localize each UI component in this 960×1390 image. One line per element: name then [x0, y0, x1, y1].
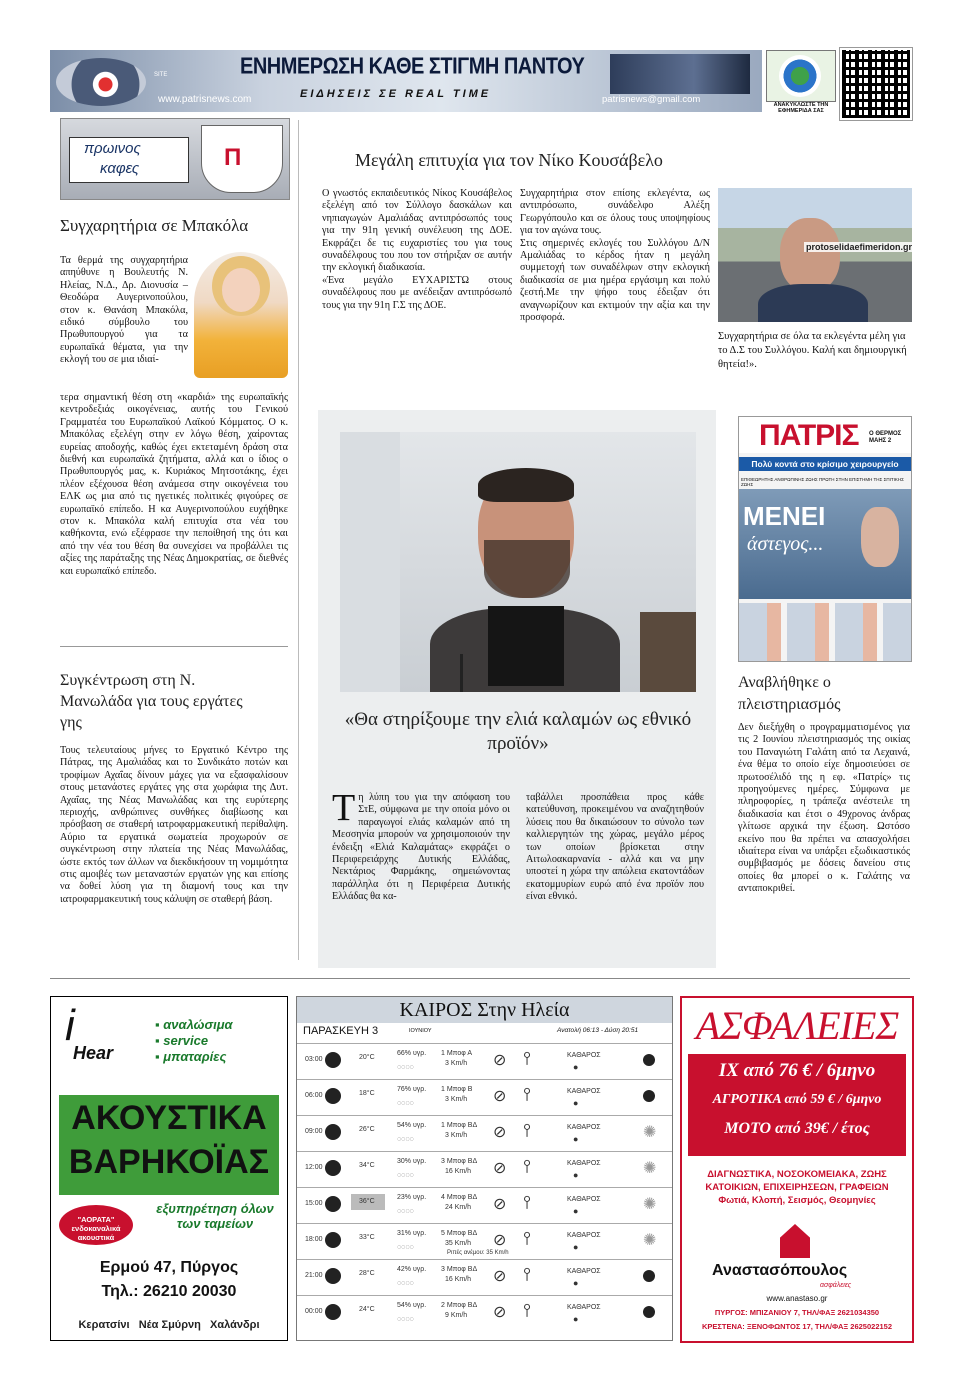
windsock-icon: ⫯: [523, 1300, 531, 1320]
weather-temp: 24°C: [359, 1306, 375, 1313]
coffee-line2: καφες: [100, 160, 140, 177]
weather-sky: ΚΑΘΑΡΟΣ: [567, 1052, 601, 1059]
weather-widget: [296, 996, 673, 1341]
photo-face: [780, 218, 840, 292]
weather-title: ΚΑΙΡΟΣ Στην Ηλεία: [399, 999, 570, 1021]
weather-humidity: 23% υγρ.: [397, 1194, 427, 1201]
humidity-drops-icon: ◌◌◌◌: [397, 1172, 414, 1179]
manolada-body: Τους τελευταίους μήνες το Εργατικό Κέντρο της Πάτρας, της Αμαλιάδας και το Συνδικάτο ποτών και τροφίμων Αχαΐας δίνουν μάχες για να εξασφαλίσουν στους μετανάστες εργάτες γης στα χωράφια της Δυτ. Αχαΐας, της Νέας Μανωλάδας και της ευρύτερης περιοχής, ανθρώπινες συνθήκες διαβίωσης και πρόσβαση σε σταθερή ιατροφαρμακευτική περίθαλψη. Αύριο τα εργατικά σωματεία προχωρούν σε συγκέντρωση στην πλατεία της Νέας Μανωλάδας, ώστε εκτός των άλλων να διεκδικήσουν τη νομιμότητα στις αμοιβές των μεταναστών εργατών γης και επίσης να δοθεί λύση για τη διαμονή τους και την ιατροφαρμακευτική τους κάλυψη σε σταθερή βάση.: [60, 745, 288, 905]
wind-direction-icon: ⊘: [493, 1304, 507, 1321]
clock-icon: [325, 1088, 341, 1104]
kousavelos-col2-p2: Στις σημερινές εκλογές του Συλλόγου Δ/Ν Αμαλιάδας το κέρδος ήταν η μεγάλη συμμετοχή των συναδέλφων στην εκλογική διαδικασία σε μια ημέρα εργάσιμη και πολύ ζεστή.Με την ψήφο τους έδειξαν ότι αναγνωρίζουν και εκτιμούν την αξία και την προσφορά.: [520, 237, 710, 324]
manolada-heading: Συγκέντρωση στη Ν. Μανωλάδα για τους εργάτες γης: [60, 672, 243, 731]
weather-row: [297, 1151, 672, 1186]
elia-col2: ταβάλλει προσπάθεια προς κάθε κατεύθυνση, προκειμένου να αναζητηθούν λύσεις που θα δικαιώσουν το σύνολο των καλλιεργητών της χώρας, μεγάλο μέρος των οποίων βρίσκεται στην Αιτωλοακαρνανία - αλλά και να μην υποστεί η χώρα την απώλεια εκατοντάδων εκατομμυρίων ευρώ από ένα προϊόν που είναι εθνικό.: [526, 792, 704, 903]
ihear-badge: "ΑΟΡΑΤΑ" ενδοκαναλικά ακουστικά: [59, 1205, 133, 1245]
windsock-icon: ⫯: [523, 1228, 531, 1248]
wind-direction-icon: ⊘: [493, 1196, 507, 1213]
weather-wind-bft: 1 Μποφ Β: [441, 1086, 473, 1093]
moon-icon: [643, 1270, 655, 1282]
bakola-body: τερα σημαντική θέση στη «καρδιά» της ευρωπαϊκής κεντροδεξιάς οικογένειας, αυτής του Γενικού Γραμματέα του Ευρωπαϊκού Λαϊκού Κόμματος. Ο κ. Μπακόλας εξελέγη στην εν λόγω θέση, χαίροντας ευρείας αποδοχής, καθώς έχει εκτεταμένη δράση στα διεθνή και ευρωπαϊκά ζητήματα, αλλά και ο ίδιος ο Πρωθυπουργός μας, κ. Κυριάκος Μητσοτάκης, έχει πλέον εξέχουσα θέση ανάμεσα στην οικογένεια του ΕΛΚ ως μια από τις ηγετικές πολιτικές φιγούρες σε ευρωπαϊκό επίπεδο. Η κα Αυγερινοπούλου ευχήθηκε στον κ. Μπακόλα καλή επιτυχία στα νέα του καθήκοντα, ενώ εξέφρασε την πεποίθησή της ότι και από την νέα του θέση θα συνεχίσει να προβάλλει τις αξίες της παράταξης της Νέας Δημοκρατίας, σε διεθνές και ευρωπαϊκό επίπεδο.: [60, 392, 288, 577]
windsock-icon: ⫯: [523, 1156, 531, 1176]
recycle-badge: [766, 50, 836, 102]
recycle-caption: ΑΝΑΚΥΚΛΩΣΤΕ ΤΗΝ ΕΦΗΜΕΡΙΔΑ ΣΑΣ: [773, 102, 829, 114]
sun-icon: ✺: [643, 1232, 657, 1249]
weather-gust: Ριπές ανέμου: 35 Km/h: [447, 1250, 509, 1256]
ihear-bullet-2: ▪ service: [155, 1033, 209, 1048]
insurance-title: ΑΣΦΑΛΕΙΕΣ: [695, 1003, 899, 1048]
weather-wind-bft: 2 Μποφ ΒΔ: [441, 1302, 478, 1309]
clear-sky-icon: ●: [573, 1242, 579, 1252]
weather-time: 09:00: [305, 1128, 323, 1135]
humidity-drops-icon: ◌◌◌◌: [397, 1100, 414, 1107]
coffee-line1: πρωινος: [84, 140, 141, 157]
weather-day: ΠΑΡΑΣΚΕΥΗ 3: [303, 1025, 379, 1037]
weather-temp: 20°C: [359, 1054, 375, 1061]
weather-temp: 28°C: [359, 1270, 375, 1277]
ihear-ad[interactable]: [50, 996, 288, 1341]
weather-time: 15:00: [305, 1200, 323, 1207]
weather-row: [297, 1043, 672, 1078]
banner-title: ΕΝΗΜΕΡΩΣΗ ΚΑΘΕ ΣΤΙΓΜΗ ΠΑΝΤΟΥ: [240, 54, 585, 80]
elia-col1-text: η λύπη του για την απόφαση του ΣτΕ, σύμφωνα με την οποία μόνο οι παραγωγοί ελιάς καλαμών από τη Μεσσηνία μπορούν να χρησιμοποιούν την ένδειξη «Ελιά Καλαμάτας» εκφράζει ο Περιφερειάρχης Δυτικής Ελλάδας, Νεκτάριος Φαρμάκης, σημειώνοντας παράλληλα ότι η Περιφέρεια Δυτικής Ελλάδας θα κα-: [332, 792, 510, 903]
humidity-drops-icon: ◌◌◌◌: [397, 1280, 414, 1287]
weather-humidity: 54% υγρ.: [397, 1302, 427, 1309]
weather-row: [297, 1079, 672, 1114]
photo-shirt: [758, 284, 868, 322]
wind-direction-icon: ⊘: [493, 1088, 507, 1105]
weather-temp: 36°C: [359, 1198, 375, 1205]
elia-heading: «Θα στηρίξουμε την ελιά καλαμών ως εθνικό προϊόν»: [344, 709, 692, 754]
clear-sky-icon: ●: [573, 1170, 579, 1180]
insurance-addr2: ΚΡΕΣΤΕΝΑ: ΞΕΝΟΦΩΝΤΟΣ 17, ΤΗΛ/ΦΑΞ 2625022152: [701, 1322, 893, 1331]
ihear-main2: ΒΑΡΗΚΟΪΑΣ: [68, 1143, 270, 1181]
kousavelos-col1: [322, 188, 512, 312]
weather-row: [297, 1295, 672, 1330]
weather-row: [297, 1115, 672, 1150]
farmakis-photo: [340, 432, 696, 692]
cover-person: [861, 507, 899, 567]
weather-wind-kmh: 3 Km/h: [445, 1132, 468, 1139]
windsock-icon: ⫯: [523, 1084, 531, 1104]
column-divider: [298, 120, 299, 960]
weather-temp: 33°C: [359, 1234, 375, 1241]
banner-subtitle: ΕΙΔΗΣΕΙΣ ΣΕ REAL TIME: [300, 88, 492, 100]
weather-wind-bft: 3 Μποφ ΒΔ: [441, 1266, 478, 1273]
insurance-ad[interactable]: [680, 996, 914, 1343]
weather-wind-bft: 3 Μποφ ΒΔ: [441, 1158, 478, 1165]
qr-code-icon[interactable]: [840, 48, 912, 120]
cover-ribbon: Πολύ κοντά στο κρίσιμο χειρουργείο: [739, 457, 911, 471]
coffee-cup-icon: [201, 125, 283, 193]
photo-chair: [640, 612, 696, 692]
house-icon: [780, 1224, 810, 1258]
portrait-face: [222, 268, 260, 312]
weather-temp: 18°C: [359, 1090, 375, 1097]
clock-icon: [325, 1232, 341, 1248]
weather-humidity: 30% υγρ.: [397, 1158, 427, 1165]
patris-cover[interactable]: [738, 416, 912, 662]
cover-side: Ο ΘΕΡΜΟΣ ΜΑΗΣ 2: [869, 431, 902, 444]
weather-sky: ΚΑΘΑΡΟΣ: [567, 1124, 601, 1131]
weather-row: [297, 1187, 672, 1222]
ihear-bullet-1: ▪ αναλώσιμα: [155, 1017, 233, 1032]
coffee-label-box: [69, 137, 189, 183]
windsock-icon: ⫯: [523, 1192, 531, 1212]
weather-month: ΙΟΥΝΙΟΥ: [409, 1028, 432, 1034]
ihear-places: Κερατσίνι Νέα Σμύρνη Χαλάνδρι: [78, 1319, 260, 1331]
weather-sky: ΚΑΘΑΡΟΣ: [567, 1304, 601, 1311]
weather-time: 06:00: [305, 1092, 323, 1099]
weather-wind-bft: 1 Μποφ Α: [441, 1050, 473, 1057]
insurance-line2: ΑΓΡΟΤΙΚΑ από 59 € / 6μηνο: [712, 1092, 882, 1107]
sun-icon: ✺: [643, 1124, 657, 1141]
clear-sky-icon: ●: [573, 1098, 579, 1108]
insurance-addr1: ΠΥΡΓΟΣ: ΜΠΙΖΑΝΙΟΥ 7, ΤΗΛ/ΦΑΞ 2621034350: [714, 1308, 880, 1317]
weather-humidity: 31% υγρ.: [397, 1230, 427, 1237]
humidity-drops-icon: ◌◌◌◌: [397, 1208, 414, 1215]
weather-time: 03:00: [305, 1056, 323, 1063]
wind-direction-icon: ⊘: [493, 1232, 507, 1249]
clock-icon: [325, 1268, 341, 1284]
humidity-drops-icon: ◌◌◌◌: [397, 1316, 414, 1323]
kousavelos-caption: Συγχαρητήρια σε όλα τα εκλεγέντα μέλη για το Δ.Σ του Συλλόγου. Καλή και δημιουργική θητεία!».: [718, 331, 907, 370]
ihear-brand: Hear: [73, 1043, 114, 1063]
weather-sky: ΚΑΘΑΡΟΣ: [567, 1268, 601, 1275]
bakola-portrait: [194, 252, 288, 378]
weather-sky: ΚΑΘΑΡΟΣ: [567, 1232, 601, 1239]
weather-humidity: 66% υγρ.: [397, 1050, 427, 1057]
recycle-icon: [779, 55, 821, 97]
weather-humidity: 42% υγρ.: [397, 1266, 427, 1273]
photo-hair: [478, 468, 574, 502]
weather-temp: 34°C: [359, 1162, 375, 1169]
banner-site-label: SITE: [154, 72, 168, 78]
weather-sun: Ανατολή 06:13 - Δύση 20:51: [557, 1027, 639, 1034]
weather-wind-kmh: 24 Km/h: [445, 1204, 472, 1211]
moon-icon: [643, 1090, 655, 1102]
divider: [60, 646, 288, 647]
auction-heading: Αναβλήθηκε ο πλειστηριασμός: [738, 674, 841, 713]
windsock-icon: ⫯: [523, 1048, 531, 1068]
humidity-drops-icon: ◌◌◌◌: [397, 1064, 414, 1071]
kousavelos-col1-p2: «Ένα μεγάλο ΕΥΧΑΡΙΣΤΩ στους συναδέλφους που με ανέδειξαν αντιπρόσωπό τους για την 91η Γ.Σ της ΔΟΕ.: [322, 274, 512, 311]
kousavelos-col1-p1: Ο γνωστός εκπαιδευτικός Νίκος Κουσάβελος εξελέγη από τον Σύλλογο δασκάλων και νηπιαγωγών Αμαλιάδας αντιπρόσωπός τους για την 91η γενική συνέλευση της ΔΟΕ. Εκφράζει δε τις ευχαριστίες του για τους συναδέλφους του που τον στήριξαν σε αυτήν την εκλογική διαδικασία.: [322, 188, 512, 274]
kousavelos-photo: [718, 188, 912, 322]
auction-body: Δεν διεξήχθη ο προγραμματισμένος για τις 2 Ιουνίου πλειστηριασμός της οικίας του Παναγιώτη Γαλάτη από τα Λεχαινά, ένα θέμα το οποίο είχε δημοσιεύσει σε πρωτοσέλιδό της η εφ. «Πατρίς» τις προηγούμενες ημέρες. Σύμφωνα με πληροφορίες, η τράπεζα ανέστειλε τη διαδικασία και έτσι ο 49χρονος άνδρας γλίτωσε αρχικά την έξωση. Ωστόσο εκείνο που θα πρέπει να απασχολήσει ιδιαίτερα είναι να υπάρξει εξωδικαστικός συμβιβασμός με δόσεις δανείου στις οποίες θα μπορεί ο κ. Γαλάτης να ανταποκριθεί.: [738, 722, 910, 895]
weather-row: [297, 1259, 672, 1294]
top-banner[interactable]: [50, 50, 762, 112]
bakola-body-wrapped: Τα θερμά της συγχαρητήρια απηύθυνε η Βουλευτής Ν. Ηλείας, Ν.Δ., Δρ. Διονυσία – Θεοδώρα Αυγερινοπούλου, στον κ. Θανάση Μπακόλα, ειδικό σύμβουλο του Πρωθυπουργού για τα ευρωπαϊκά θέματα, για την εκλογή του σε μια ιδιαί-: [60, 255, 188, 366]
coffee-cup-mark: Π: [224, 144, 242, 171]
kousavelos-col2: [520, 188, 710, 324]
cover-headline2: άστεγος...: [747, 533, 824, 555]
wind-direction-icon: ⊘: [493, 1268, 507, 1285]
clock-icon: [325, 1160, 341, 1176]
wind-direction-icon: ⊘: [493, 1160, 507, 1177]
wind-direction-icon: ⊘: [493, 1124, 507, 1141]
section-divider: [50, 978, 910, 979]
ihear-i: i: [65, 1001, 75, 1050]
ihear-service: εξυπηρέτηση όλων των ταμείων: [156, 1201, 274, 1231]
cover-thumbnails: [739, 603, 911, 661]
sun-icon: ✺: [643, 1160, 657, 1177]
humidity-drops-icon: ◌◌◌◌: [397, 1136, 414, 1143]
insurance-types: ΔΙΑΓΝΩΣΤΙΚΑ, ΝΟΣΟΚΟΜΕΙΑΚΑ, ΖΩΗΣ ΚΑΤΟΙΚΙΩΝ, ΕΠΙΧΕΙΡΗΣΕΩΝ, ΓΡΑΦΕΙΩΝ Φωτιά, Κλοπή, Σεισμός, Θεομηνίες: [705, 1169, 889, 1206]
ihear-green-panel: [59, 1095, 279, 1195]
clock-icon: [325, 1304, 341, 1320]
cover-headline: ΜΕΝΕΙ: [743, 501, 826, 531]
cover-masthead: ΠΑΤΡΙΣ: [759, 419, 859, 452]
clock-icon: [325, 1196, 341, 1212]
photo-bg-left: [340, 432, 400, 692]
ihear-address: Ερμού 47, Πύργος: [99, 1259, 239, 1276]
weather-wind-bft: 4 Μποφ ΒΔ: [441, 1194, 478, 1201]
moon-icon: [643, 1054, 655, 1066]
wind-direction-icon: ⊘: [493, 1052, 507, 1069]
insurance-brand: Αναστασόπουλος: [712, 1262, 848, 1279]
insurance-web[interactable]: www.anastaso.gr: [766, 1294, 828, 1303]
weather-wind-bft: 1 Μποφ ΒΔ: [441, 1122, 478, 1129]
windsock-icon: ⫯: [523, 1120, 531, 1140]
kousavelos-col2-p1: Συγχαρητήρια στον επίσης εκλεγέντα, ως αντιπρόσωπο, συνάδελφο Αλέξη Γεωργόπουλο και σε όλους τους υποψηφίους για τον αγώνα τους.: [520, 188, 710, 237]
photo-sweater: [488, 606, 564, 686]
weather-sky: ΚΑΘΑΡΟΣ: [567, 1088, 601, 1095]
weather-wind-kmh: 35 Km/h: [445, 1240, 472, 1247]
ihear-bullets: [155, 1017, 233, 1065]
insurance-brand-sub: ασφάλειες: [820, 1282, 852, 1289]
ihear-bullet-3: ▪ μπαταρίες: [155, 1049, 227, 1064]
clear-sky-icon: ●: [573, 1278, 579, 1288]
photo-mic: [460, 654, 463, 692]
cover-strap: ΕΠΙΘΕΩΡΗΤΗΣ ΑΝΘΡΩΠΙΝΗΣ ΖΩΗΣ ΠΡΩΤΗ ΣΤΗΝ ΕΠΙΣΤΗΜΗ ΤΗΣ ΣΠΙΤΙΚΗΣ ΖΩΗΣ: [741, 477, 904, 487]
elia-dropcap: Τ: [332, 787, 356, 829]
insurance-line1: ΙΧ από 76 € / 6μηνο: [718, 1060, 876, 1081]
weather-wind-bft: 5 Μποφ ΒΔ: [441, 1230, 478, 1237]
kousavelos-heading: Μεγάλη επιτυχία για τον Νίκο Κουσάβελο: [355, 150, 663, 170]
globe-image: [610, 54, 750, 94]
clock-icon: [325, 1124, 341, 1140]
weather-time: 18:00: [305, 1236, 323, 1243]
weather-temp: 26°C: [359, 1126, 375, 1133]
banner-email[interactable]: patrisnews@gmail.com: [602, 94, 701, 105]
weather-row: [297, 1223, 672, 1258]
weather-wind-kmh: 9 Km/h: [445, 1312, 468, 1319]
ihear-main1: ΑΚΟΥΣΤΙΚΑ: [71, 1099, 267, 1137]
moon-icon: [643, 1306, 655, 1318]
weather-time: 12:00: [305, 1164, 323, 1171]
weather-table: [297, 1043, 672, 1333]
morning-coffee-logo: [60, 118, 290, 200]
sun-icon: ✺: [643, 1196, 657, 1213]
weather-humidity: 54% υγρ.: [397, 1122, 427, 1129]
insurance-line3: ΜΟΤΟ από 39€ / έτος: [724, 1120, 870, 1137]
watermark: protoselidaefimeridon.gr: [806, 242, 913, 252]
photo-beard: [484, 540, 570, 598]
clear-sky-icon: ●: [573, 1314, 579, 1324]
weather-wind-kmh: 3 Km/h: [445, 1060, 468, 1067]
ihear-phone[interactable]: Τηλ.: 26210 20030: [101, 1283, 237, 1300]
humidity-drops-icon: ◌◌◌◌: [397, 1244, 414, 1251]
elia-col1: [332, 787, 510, 904]
windsock-icon: ⫯: [523, 1264, 531, 1284]
weather-sky: ΚΑΘΑΡΟΣ: [567, 1196, 601, 1203]
clear-sky-icon: ●: [573, 1134, 579, 1144]
bakola-heading: Συγχαρητήρια σε Μπακόλα: [60, 216, 249, 235]
clock-icon: [325, 1052, 341, 1068]
clear-sky-icon: ●: [573, 1206, 579, 1216]
eye-logo: [56, 58, 146, 106]
weather-wind-kmh: 16 Km/h: [445, 1168, 472, 1175]
clear-sky-icon: ●: [573, 1062, 579, 1072]
weather-wind-kmh: 16 Km/h: [445, 1276, 472, 1283]
weather-humidity: 76% υγρ.: [397, 1086, 427, 1093]
weather-time: 00:00: [305, 1308, 323, 1315]
weather-sky: ΚΑΘΑΡΟΣ: [567, 1160, 601, 1167]
banner-url[interactable]: www.patrisnews.com: [158, 94, 252, 105]
weather-time: 21:00: [305, 1272, 323, 1279]
weather-wind-kmh: 3 Km/h: [445, 1096, 468, 1103]
